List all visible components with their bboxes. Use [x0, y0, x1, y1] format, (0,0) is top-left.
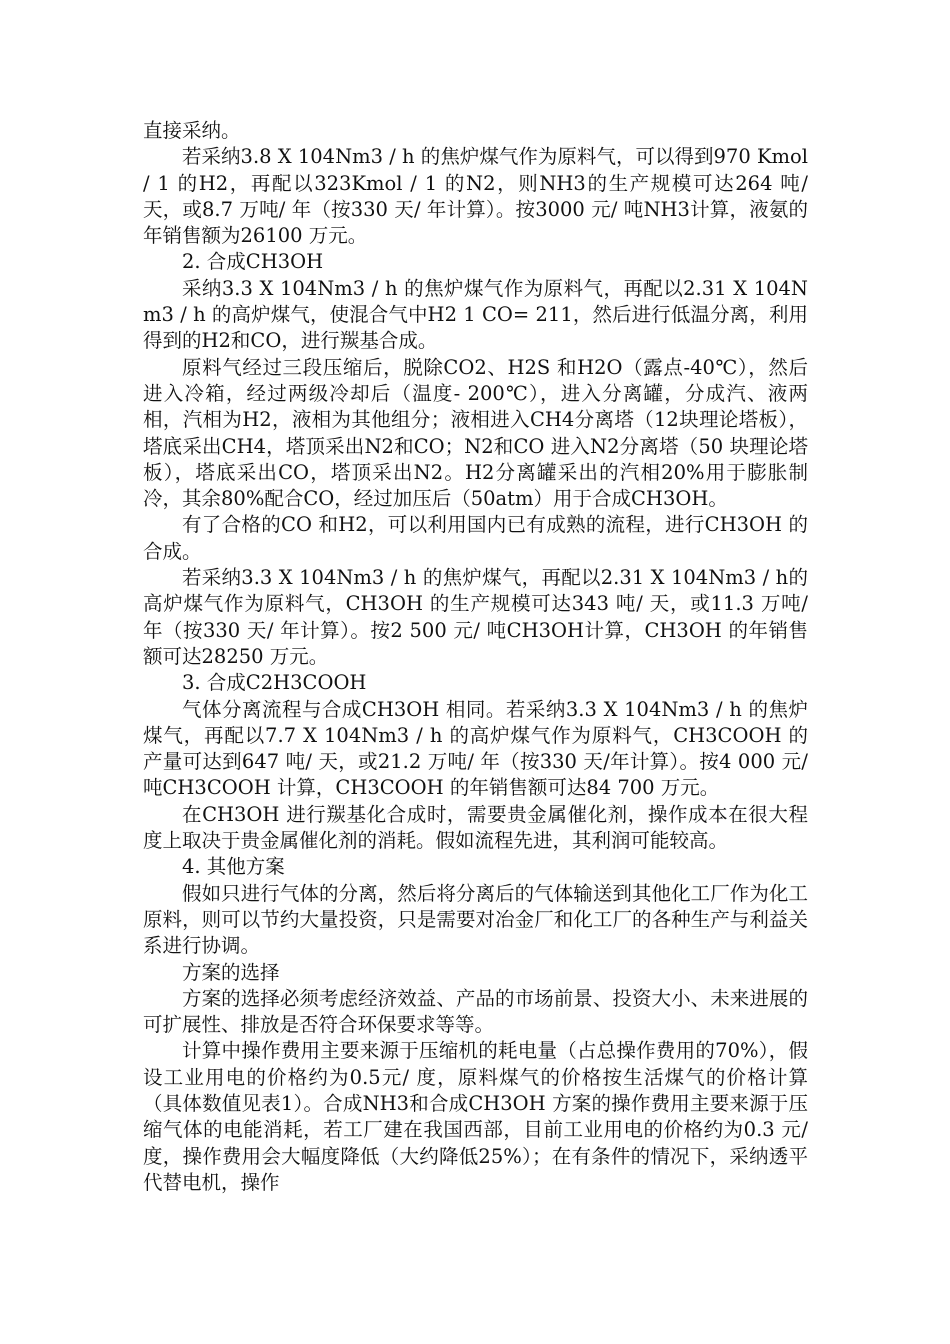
- section-heading-acetic: 3. 合成C2H3COOH: [182, 671, 367, 695]
- paragraph-other-scheme: 假如只进行气体的分离，然后将分离后的气体输送到其他化工厂作为化工原料，则可以节约大量投资，只是需要对冶金厂和化工厂的各种生产与利益关系进行协调。: [143, 881, 808, 958]
- section-heading-ch3oh: 2. 合成CH3OH: [182, 250, 324, 274]
- paragraph-nh3-scale: 若采纳3.8 X 104Nm3 / h 的焦炉煤气作为原料气，可以得到970 Kmol / 1 的H2，再配以323Kmol / 1 的N2，则NH3的生产规模可达264 吨/ 天，或8.7 万吨/ 年（按330 天/ 年计算）。按3000 元/ 吨NH3计算，液氨的年销售额为26100 万元。: [143, 145, 808, 248]
- paragraph-selection-criteria: 方案的选择必须考虑经济效益、产品的市场前景、投资大小、未来进展的可扩展性、排放是否符合环保要求等等。: [143, 986, 808, 1037]
- paragraph-operating-cost: 计算中操作费用主要来源于压缩机的耗电量（占总操作费用的70%），假设工业用电的价格约为0.5元/ 度，原料煤气的价格按生活煤气的价格计算（具体数值见表1）。合成NH3和合成CH3OH 方案的操作费用主要来源于压缩气体的电能消耗，若工厂建在我国西部，目前工业用电的价格约为0.3 元/ 度，操作费用会大幅度降低（大约降低25%）；在有条件的情况下，采纳透平代替电机，操作: [143, 1039, 808, 1194]
- paragraph-catalyst: 在CH3OH 进行羰基化合成时，需要贵金属催化剂，操作成本在很大程度上取决于贵金属催化剂的消耗。假如流程先进，其利润可能较高。: [143, 802, 808, 853]
- paragraph-ch3oh-feed: 采纳3.3 X 104Nm3 / h 的焦炉煤气作为原料气，再配以2.31 X 104Nm3 / h 的高炉煤气，使混合气中H2 1 CO= 211，然后进行低温分离，利用得到的H2和CO，进行羰基合成。: [143, 276, 808, 353]
- paragraph-gas-separation: 原料气经过三段压缩后，脱除CO2、H2S 和H2O（露点-40℃），然后进入冷箱，经过两级冷却后（温度- 200℃），进入分离罐，分成汽、液两相，汽相为H2，液相为其他组分；液相进入CH4分离塔（12块理论塔板），塔底采出CH4，塔顶采出N2和CO；N2和CO 进入N2分离塔（50 块理论塔板），塔底采出CO，塔顶采出N2。H2分离罐采出的汽相20%用于膨胀制冷，其余80%配合CO，经过加压后（50atm）用于合成CH3OH。: [143, 355, 808, 511]
- section-heading-other: 4. 其他方案: [182, 855, 285, 879]
- paragraph-ch3oh-synthesis: 有了合格的CO 和H2，可以利用国内已有成熟的流程，进行CH3OH 的合成。: [143, 513, 808, 563]
- paragraph-continuation: 直接采纳。: [143, 119, 241, 142]
- section-heading-selection: 方案的选择: [182, 960, 280, 984]
- document-body: [143, 118, 808, 1196]
- paragraph-acetic-scale: 气体分离流程与合成CH3OH 相同。若采纳3.3 X 104Nm3 / h 的焦炉煤气，再配以7.7 X 104Nm3 / h 的高炉煤气作为原料气，CH3COOH 的产量可达到647 吨/ 天，或21.2 万吨/ 年（按330 天/年计算）。按4 000 元/ 吨CH3COOH 计算，CH3COOH 的年销售额可达84 700 万元。: [143, 697, 808, 800]
- paragraph-ch3oh-scale: 若采纳3.3 X 104Nm3 / h 的焦炉煤气，再配以2.31 X 104Nm3 / h的高炉煤气作为原料气，CH3OH 的生产规模可达343 吨/ 天，或11.3 万吨/ 年（按330 天/ 年计算）。按2 500 元/ 吨CH3OH计算，CH3OH 的年销售额可达28250 万元。: [143, 566, 808, 668]
